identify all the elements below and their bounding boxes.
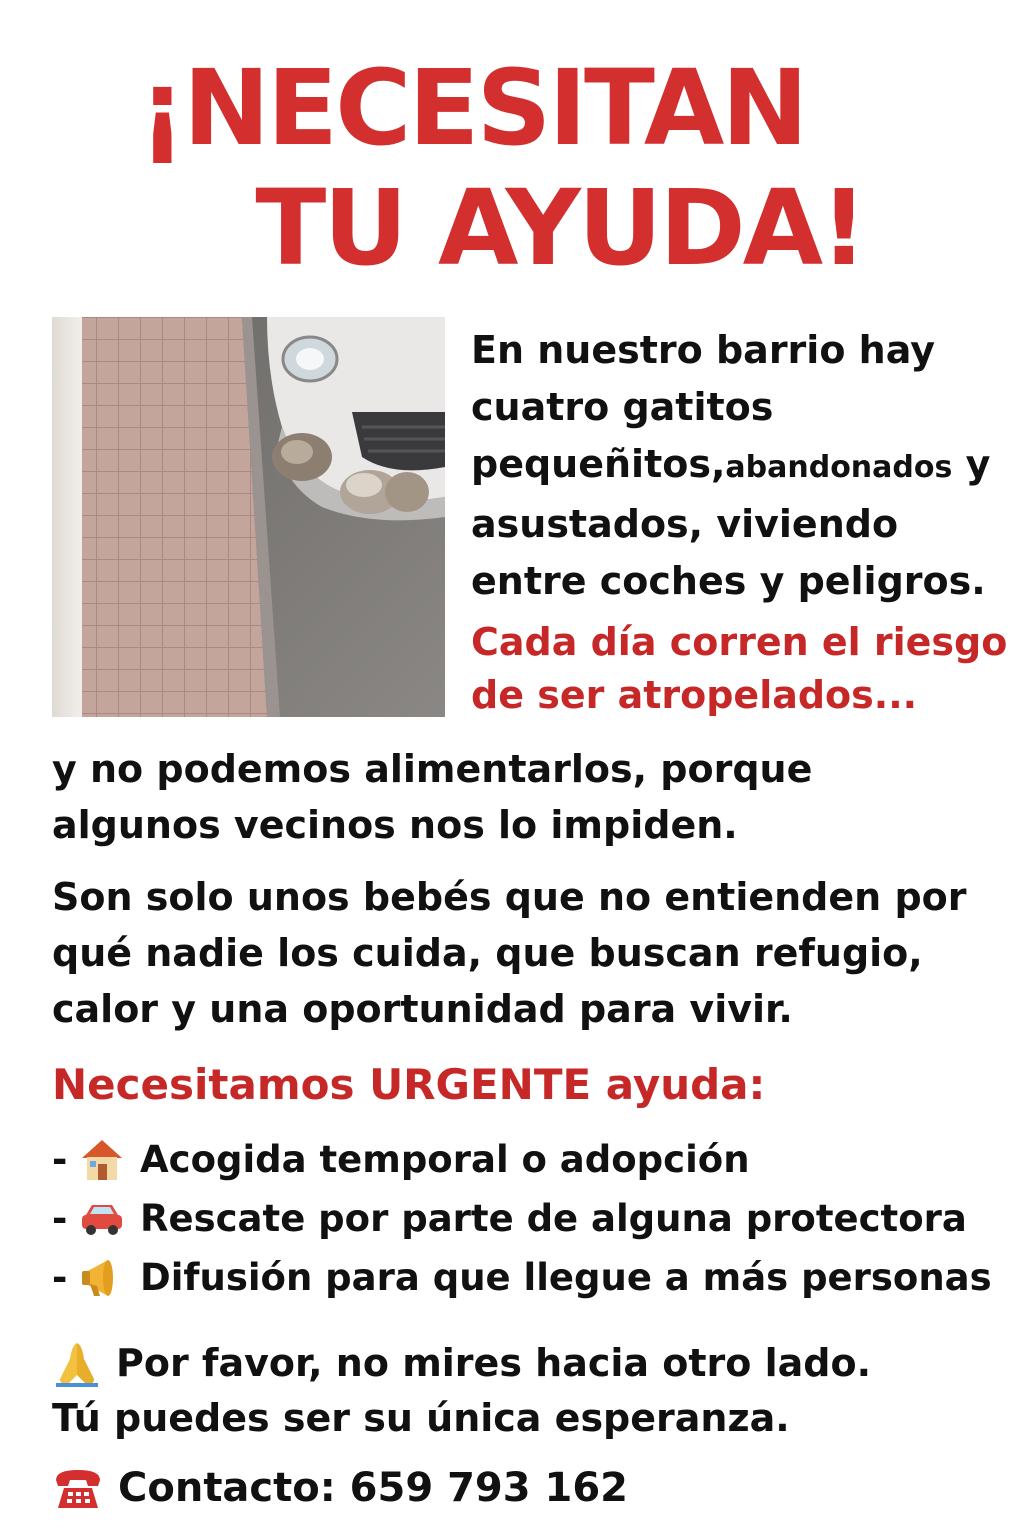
list-item: [52, 1130, 1012, 1189]
needs-list: [52, 1130, 1012, 1307]
contact-text: Contacto: 659 793 162: [118, 1465, 628, 1511]
risk-warning: Cada día corren el riesgo de ser atropelados...: [471, 620, 1008, 717]
closing-line-2: Tú puedes ser su única esperanza.: [52, 1396, 790, 1440]
intro-text-part2: abandonados: [725, 450, 953, 485]
list-item: [52, 1189, 1012, 1248]
list-dash: -: [52, 1138, 68, 1181]
list-dash: -: [52, 1256, 68, 1299]
contact-info: [52, 1458, 628, 1518]
intro-paragraph: [471, 322, 1011, 610]
closing-line-1: Por favor, no mires hacia otro lado.: [116, 1341, 872, 1385]
list-dash: -: [52, 1197, 68, 1240]
babies-paragraph: Son solo unos bebés que no entienden por qué nadie los cuida, que buscan refugio, calor y una oportunidad para vivir.: [52, 875, 967, 1031]
kittens-photo: [52, 317, 445, 717]
list-item: [52, 1248, 1012, 1307]
need-label: Difusión para que llegue a más personas: [140, 1256, 992, 1299]
need-label: Rescate por parte de alguna protectora: [140, 1197, 967, 1240]
urgent-heading: Necesitamos URGENTE ayuda:: [52, 1060, 766, 1109]
intro-text-part1: En nuestro barrio hay cuatro gatitos pequeñitos,: [471, 328, 935, 486]
title-line-1: ¡NECESITAN: [138, 47, 806, 169]
praying-hands-icon: [52, 1339, 102, 1389]
feeding-paragraph: y no podemos alimentarlos, porque algunos vecinos nos lo impiden.: [52, 747, 813, 847]
car-icon: [78, 1195, 126, 1243]
intro-text-part3: y asustados, viviendo entre coches y peligros.: [471, 442, 991, 603]
need-label: Acogida temporal o adopción: [140, 1138, 750, 1181]
closing-message: [52, 1336, 1012, 1446]
megaphone-icon: [78, 1254, 126, 1302]
telephone-icon: [52, 1464, 104, 1512]
house-icon: [78, 1136, 126, 1184]
title-line-2: TU AYUDA!: [255, 167, 865, 289]
